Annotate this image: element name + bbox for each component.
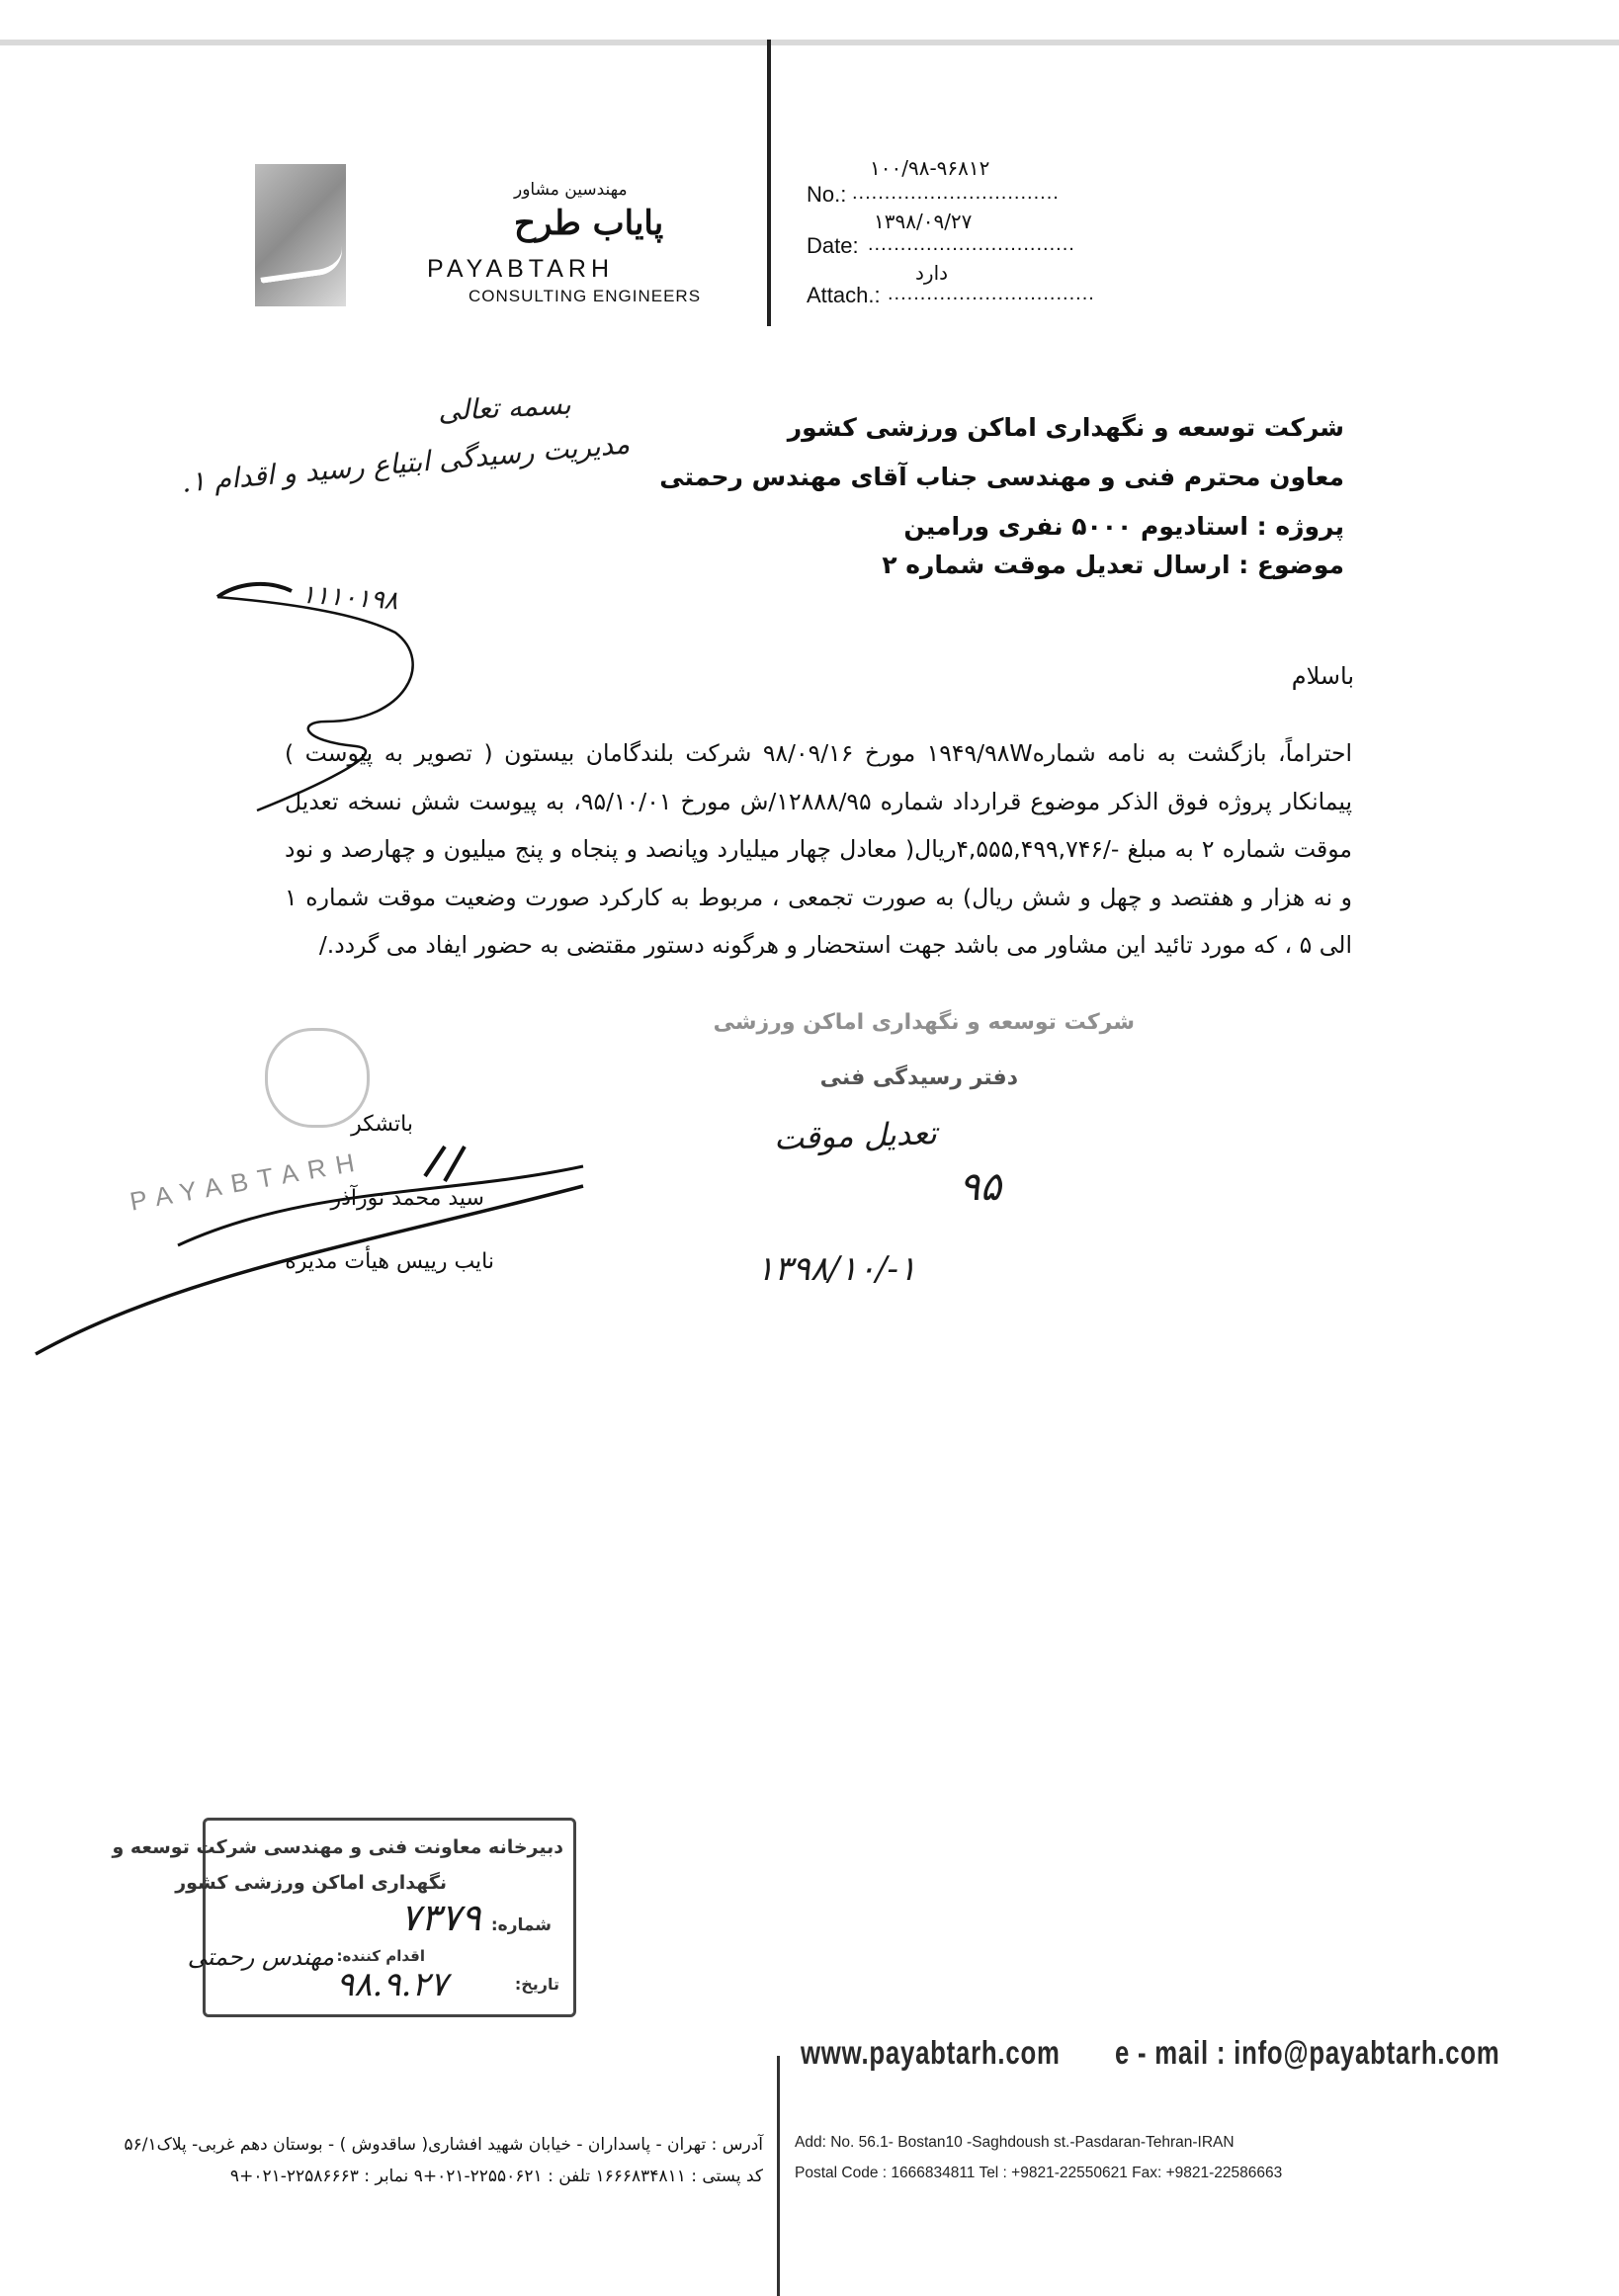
scan-edge-top — [0, 40, 1619, 45]
stamp-action-label: اقدام کننده: — [336, 1947, 425, 1965]
stamp-number-label: شماره: — [490, 1915, 552, 1935]
signature-closing: باتشکر — [351, 1112, 413, 1137]
receipt-handwritten-date: ۱۳۹۸/۱۰/-۱ — [756, 1249, 917, 1289]
seal-watermark: PAYABTARH — [128, 1146, 367, 1217]
letter-number: ۱۰۰/۹۸-۹۶۸۱۲ — [870, 156, 990, 180]
receipt-handwritten-subject: تعدیل موقت — [773, 1114, 938, 1157]
stamp-date-value: ۹۸.۹.۲۷ — [336, 1965, 448, 2004]
handwritten-referral: مدیریت رسیدگی ابتیاع رسید و اقدام ۱. — [180, 427, 632, 499]
stamp-line1: دبیرخانه معاونت فنی و مهندسی شرکت توسعه و — [112, 1836, 563, 1858]
footer-divider — [777, 2056, 780, 2296]
footer-contact-fa: کد پستی : ۱۶۶۶۸۳۴۸۱۱ تلفن : ۲۲۵۵۰۶۲۱-۰۲۱+۹ نمابر : ۲۲۵۸۶۶۶۳-۰۲۱+۹ — [229, 2167, 763, 2186]
firm-name-fa: پایاب طرح — [514, 204, 664, 243]
stamp-number-value: ۷۳۷۹ — [400, 1896, 481, 1939]
receipt-handwritten-number: ۹۵ — [959, 1164, 1001, 1210]
footer-contact-en: Postal Code : 1666834811 Tel : +9821-22550621 Fax: +9821-22586663 — [795, 2165, 1283, 2181]
footer-address-en: Add: No. 56.1- Bostan10 -Saghdoush st.-Pasdaran-Tehran-IRAN — [795, 2134, 1235, 2151]
receipt-stamp-org: شرکت توسعه و نگهداری اماکن ورزشی — [713, 1010, 1135, 1035]
handwritten-invocation: بسمه تعالی — [437, 387, 572, 428]
firm-name-en: PAYABTARH — [427, 255, 615, 283]
footer-email[interactable]: e - mail : info@payabtarh.com — [1115, 2034, 1500, 2071]
date-label: Date: — [807, 233, 859, 258]
stamp-action-value: مهندس رحمتی — [187, 1943, 334, 1971]
no-dots: ................................ — [852, 182, 1060, 204]
no-label: No.: — [807, 182, 847, 207]
attach-label: Attach.: — [807, 283, 881, 307]
subject-line: موضوع : ارسال تعدیل موقت شماره ۲ — [882, 551, 1344, 579]
header-divider — [767, 40, 771, 326]
stamp-date-label: تاریخ: — [514, 1975, 559, 1994]
project-line: پروژه : استادیوم ۵۰۰۰ نفری ورامین — [903, 512, 1344, 541]
recipient-organization: شرکت توسعه و نگهداری اماکن ورزشی کشور — [787, 413, 1344, 442]
company-logo — [255, 164, 346, 306]
attach-value: دارد — [915, 261, 949, 285]
footer-website[interactable]: www.payabtarh.com — [801, 2034, 1061, 2071]
receipt-stamp-office: دفتر رسیدگی فنی — [819, 1065, 1018, 1090]
footer-address-fa: آدرس : تهران - پاسداران - خیابان شهید افشاری( ساقدوش ) - بوستان دهم غربی- پلاک۵۶/۱ — [124, 2135, 763, 2155]
attach-dots: ................................ — [888, 283, 1095, 304]
recipient-addressee: معاون محترم فنی و مهندسی جناب آقای مهندس رحمتی — [659, 463, 1344, 491]
signatory-title: نایب رییس هیأت مدیره — [285, 1249, 494, 1274]
greeting: باسلام — [1291, 662, 1354, 690]
letter-body: احتراماً، بازگشت به نامه شماره۱۹۴۹/۹۸W مورخ ۹۸/۰۹/۱۶ شرکت بلندگامان بیستون ( تصویر به پیوست ) پیمانکار پروژه فوق الذکر موضوع قرارداد شماره ۱۲۸۸۸/۹۵/ش مورخ ۹۵/۱۰/۰۱، به پیوست شش نسخه تعدیل موقت شماره ۲ به مبلغ -/۴,۵۵۵,۴۹۹,۷۴۶ریال( معادل چهار میلیارد وپانصد و پنجاه و پنج میلیون و چهارصد و نود و نه هزار و هفتصد و چهل و شش ریال) به صورت تجمعی ، مربوط به کارکرد صورت وضعیت موقت شماره ۱ الی ۵ ، که مورد تائید این مشاور می باشد جهت استحضار و هرگونه دستور مقتضی به حضور ایفاد می گردد./ — [285, 739, 1352, 959]
firm-subtitle-en: CONSULTING ENGINEERS — [469, 287, 702, 305]
handwritten-ref-number: ۱۱۱۰۱۹۸ — [300, 579, 399, 617]
stamp-line2: نگهداری اماکن ورزشی کشور — [175, 1872, 447, 1894]
signatory-name: سید محمد نورآذر — [330, 1186, 484, 1211]
date-dots: ................................ — [868, 233, 1075, 255]
signature-scribble — [30, 1127, 623, 1364]
firm-title-fa: مهندسین مشاور — [514, 180, 628, 200]
letter-date: ۱۳۹۸/۰۹/۲۷ — [874, 210, 973, 233]
